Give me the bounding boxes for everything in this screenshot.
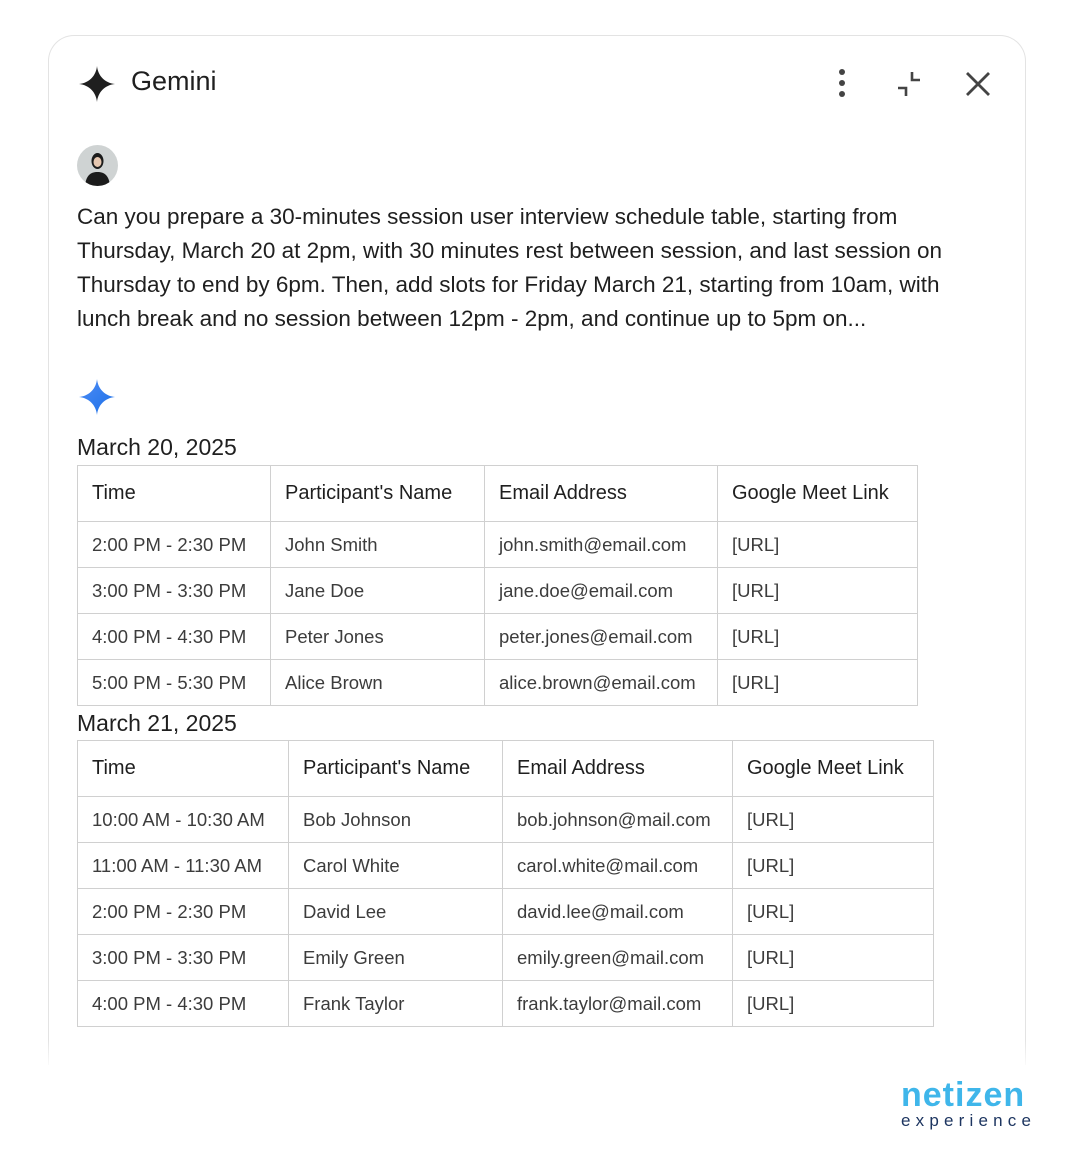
user-prompt: Can you prepare a 30-minutes session user interview schedule table, starting from Thursday, March 20 at 2pm, with 30 minutes rest between session, and last session on Thursday to end by 6pm. Then, add slots for Friday March 21, starting from 10am, with lunch break and no session between 12pm - 2pm, and continue up to 5pm on... [77,204,943,331]
name-cell: Emily Green [289,935,503,981]
column-header: Participant's Name [289,741,503,797]
email-cell: carol.white@mail.com [503,843,733,889]
email-cell: bob.johnson@mail.com [503,797,733,843]
time-cell: 10:00 AM - 10:30 AM [78,797,289,843]
table-header-row [78,466,918,522]
table-row [78,797,934,843]
email-cell: emily.green@mail.com [503,935,733,981]
schedule-table-march-21 [77,740,934,1027]
meet-link-cell[interactable]: [URL] [718,522,918,568]
table-row [78,889,934,935]
app-title: Gemini [131,66,217,96]
table-row [78,981,934,1027]
table-row [78,935,934,981]
user-avatar [77,145,118,186]
name-cell: Bob Johnson [289,797,503,843]
time-cell: 2:00 PM - 2:30 PM [78,522,271,568]
meet-link-cell[interactable]: [URL] [718,614,918,660]
close-icon[interactable] [964,70,992,98]
schedule-table-march-20 [77,465,918,706]
email-cell: john.smith@email.com [485,522,718,568]
name-cell: John Smith [271,522,485,568]
time-cell: 4:00 PM - 4:30 PM [78,981,289,1027]
date-heading: March 21, 2025 [77,710,237,736]
gemini-response-icon [79,379,115,415]
meet-link-cell[interactable]: [URL] [718,660,918,706]
column-header: Email Address [485,466,718,522]
logo-line2: experience [901,1111,1037,1130]
table-row [78,522,918,568]
meet-link-cell[interactable]: [URL] [733,889,934,935]
email-cell: frank.taylor@mail.com [503,981,733,1027]
table-row [78,568,918,614]
name-cell: Jane Doe [271,568,485,614]
time-cell: 2:00 PM - 2:30 PM [78,889,289,935]
name-cell: Carol White [289,843,503,889]
table-row [78,843,934,889]
time-cell: 5:00 PM - 5:30 PM [78,660,271,706]
meet-link-cell[interactable]: [URL] [733,843,934,889]
meet-link-cell[interactable]: [URL] [718,568,918,614]
meet-link-cell[interactable]: [URL] [733,981,934,1027]
meet-link-cell[interactable]: [URL] [733,935,934,981]
column-header: Time [78,466,271,522]
name-cell: David Lee [289,889,503,935]
table-row [78,614,918,660]
column-header: Email Address [503,741,733,797]
logo-line1: netizen [901,1076,1026,1114]
collapse-icon[interactable] [896,70,924,98]
column-header: Google Meet Link [718,466,918,522]
email-cell: alice.brown@email.com [485,660,718,706]
email-cell: jane.doe@email.com [485,568,718,614]
table-header-row [78,741,934,797]
date-heading: March 20, 2025 [77,434,237,460]
time-cell: 4:00 PM - 4:30 PM [78,614,271,660]
gemini-logo-icon [79,66,115,102]
time-cell: 3:00 PM - 3:30 PM [78,935,289,981]
column-header: Participant's Name [271,466,485,522]
name-cell: Frank Taylor [289,981,503,1027]
column-header: Google Meet Link [733,741,934,797]
time-cell: 11:00 AM - 11:30 AM [78,843,289,889]
email-cell: david.lee@mail.com [503,889,733,935]
name-cell: Peter Jones [271,614,485,660]
more-options-icon[interactable] [832,68,852,100]
name-cell: Alice Brown [271,660,485,706]
email-cell: peter.jones@email.com [485,614,718,660]
column-header: Time [78,741,289,797]
netizen-experience-logo [901,1078,1036,1130]
table-row [78,660,918,706]
meet-link-cell[interactable]: [URL] [733,797,934,843]
time-cell: 3:00 PM - 3:30 PM [78,568,271,614]
